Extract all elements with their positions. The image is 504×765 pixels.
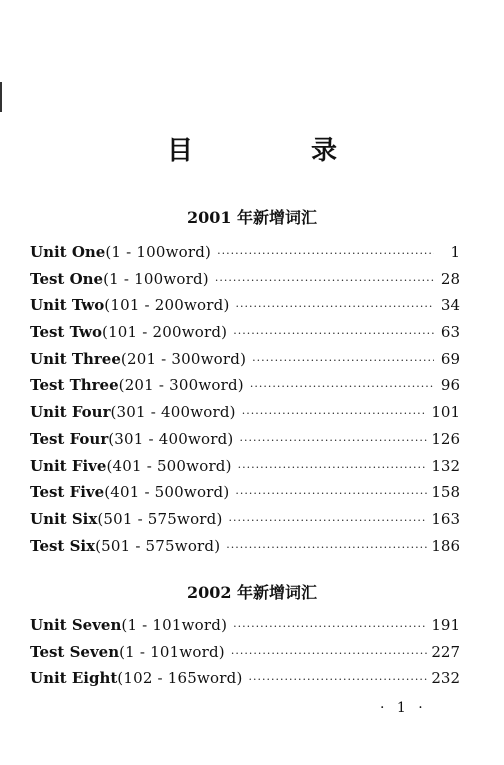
leader-dots: [242, 407, 428, 420]
entry-range: (201 - 300word): [118, 376, 244, 395]
toc-list-2002: [30, 616, 460, 696]
entry-page: 1: [450, 243, 460, 261]
entry-range: (1 - 101word): [121, 616, 228, 634]
entry-name: Test Seven: [30, 642, 120, 661]
toc-entry[interactable]: [30, 457, 460, 484]
entry-range: (1 - 100word): [105, 243, 212, 261]
entry-name: Unit Three: [30, 349, 121, 368]
leader-dots: [217, 247, 434, 260]
entry-range: (101 - 200word): [104, 296, 230, 315]
entry-range: (301 - 400word): [108, 429, 234, 448]
entry-page: 232: [431, 669, 460, 688]
toc-entry[interactable]: [30, 350, 460, 377]
entry-name: Unit Six: [30, 509, 98, 528]
entry-range: (501 - 575word): [97, 509, 223, 528]
entry-page: 163: [431, 509, 460, 528]
leader-dots: [215, 274, 434, 287]
entry-name: Test Five: [30, 483, 105, 502]
entry-page: 34: [440, 296, 460, 315]
entry-name: Unit One: [30, 243, 106, 261]
toc-entry[interactable]: [30, 510, 460, 537]
toc-entry[interactable]: [30, 376, 460, 403]
toc-entry[interactable]: [30, 616, 460, 643]
entry-range: (1 - 100word): [103, 269, 209, 288]
entry-page: 158: [431, 483, 460, 502]
leader-dots: [235, 487, 427, 500]
entry-name: Unit Five: [30, 456, 107, 475]
entry-page: 186: [431, 536, 460, 555]
entry-range: (201 - 300word): [120, 349, 247, 368]
leader-dots: [249, 673, 428, 686]
leader-dots: [231, 647, 428, 660]
margin-mark: [0, 82, 2, 112]
entry-range: (401 - 500word): [104, 483, 230, 502]
entry-page: 28: [440, 269, 460, 288]
entry-range: (501 - 575word): [95, 536, 221, 555]
leader-dots: [226, 541, 427, 554]
entry-name: Test Six: [30, 536, 96, 555]
entry-page: 132: [431, 456, 460, 475]
toc-list-2001: [30, 243, 460, 563]
toc-entry[interactable]: [30, 537, 460, 564]
toc-entry[interactable]: [30, 430, 460, 457]
entry-page: 69: [440, 349, 460, 368]
toc-entry[interactable]: [30, 403, 460, 430]
page-title: 目 录: [166, 136, 383, 166]
entry-name: Unit Four: [30, 403, 111, 422]
entry-name: Test One: [30, 269, 104, 288]
leader-dots: [233, 620, 427, 633]
entry-page: 227: [431, 642, 460, 661]
leader-dots: [233, 327, 434, 340]
entry-page: 96: [440, 376, 460, 395]
entry-range: (1 - 101word): [119, 642, 225, 661]
entry-page: 126: [431, 429, 460, 448]
section-heading-2001: 2001 年新增词汇: [186, 208, 318, 227]
leader-dots: [238, 461, 428, 474]
toc-entry[interactable]: [30, 296, 460, 323]
toc-entry[interactable]: [30, 323, 460, 350]
entry-range: (101 - 200word): [102, 323, 228, 342]
entry-name: Test Four: [30, 429, 109, 448]
leader-dots: [229, 514, 428, 527]
entry-range: (102 - 165word): [117, 669, 243, 688]
entry-name: Unit Seven: [30, 616, 122, 634]
entry-name: Test Two: [30, 323, 103, 342]
leader-dots: [250, 380, 434, 393]
section-heading-2002: 2002 年新增词汇: [186, 583, 318, 602]
entry-page: 191: [431, 616, 460, 634]
leader-dots: [252, 354, 434, 367]
entry-name: Unit Eight: [30, 669, 118, 688]
entry-range: (401 - 500word): [106, 456, 232, 475]
toc-entry[interactable]: [30, 483, 460, 510]
entry-name: Unit Two: [30, 296, 105, 315]
entry-page: 63: [440, 323, 460, 342]
entry-range: (301 - 400word): [110, 403, 236, 422]
toc-entry[interactable]: [30, 669, 460, 696]
page-number: · 1 ·: [380, 700, 427, 716]
leader-dots: [239, 434, 427, 447]
toc-entry[interactable]: [30, 243, 460, 270]
toc-entry[interactable]: [30, 643, 460, 670]
entry-page: 101: [431, 403, 460, 422]
leader-dots: [236, 300, 435, 313]
entry-name: Test Three: [30, 376, 119, 395]
toc-entry[interactable]: [30, 270, 460, 297]
